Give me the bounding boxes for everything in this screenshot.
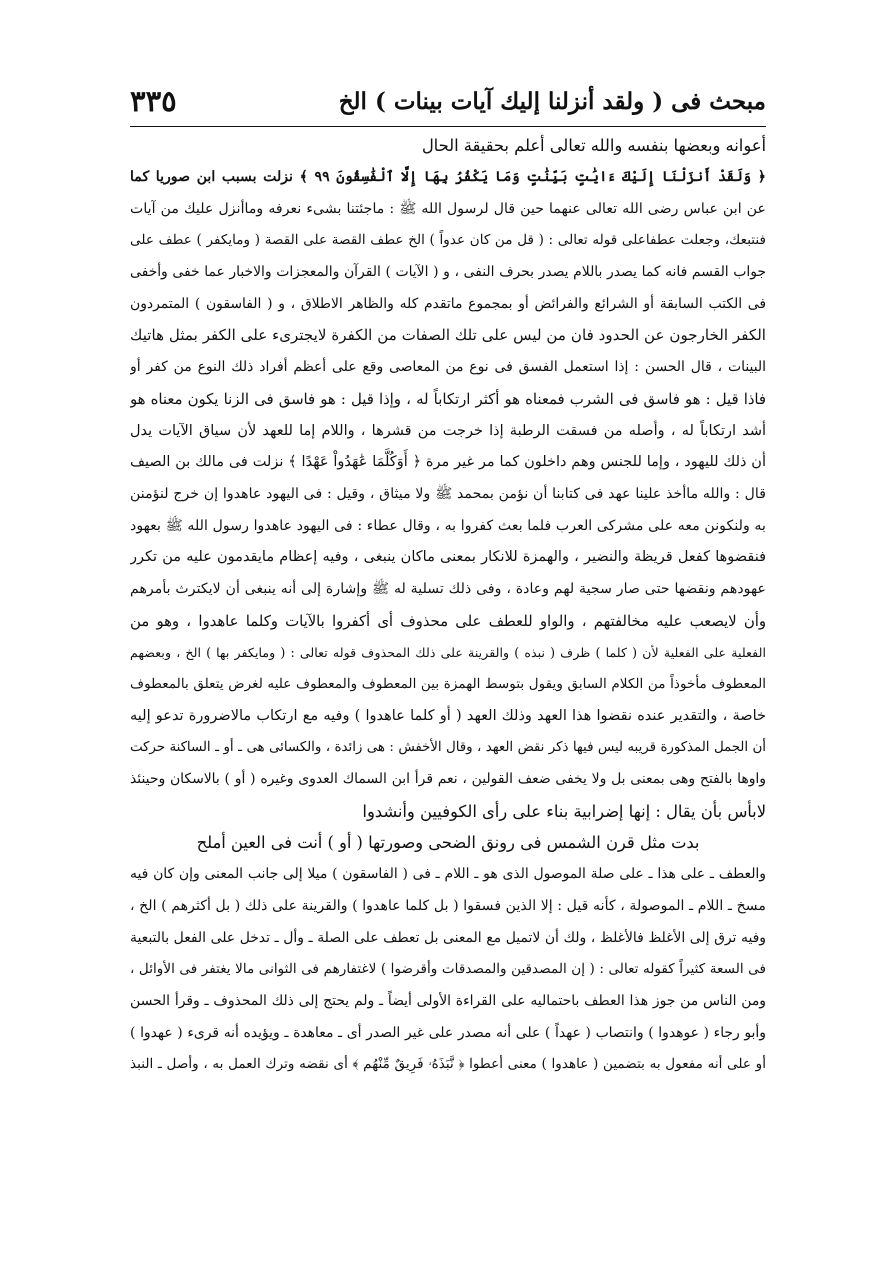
text-line: وأن لايصعب عليه مخالفتهم ، والواو للعطف على محذوف أى أكفروا بالآيات وكلما عاهدوا ، وهو من <box>130 612 766 630</box>
text-line: فى السعة كثيراً كقوله تعالى : ( إن المصدقين والمصدقات وأقرضوا ) لاغتفارهم فى الثوانى مالا يغتفر فى الأوائل ، <box>130 961 766 978</box>
text-line: فى الكتب السابقة أو الشرائع والفرائض أو بمجموع ماتقدم كله والظاهر الاطلاق ، و ( الفاسقون ) المتمردون <box>130 295 766 312</box>
text-line: الفعلية على الفعلية لأن ( كلما ) ظرف ( نبذه ) والقرينة على ذلك المحذوف قوله تعالى : ( ومايكفر بها ) الخ ، وبعضهم <box>130 645 766 661</box>
text-line: أشد ارتكاباً له ، وأصله من فسقت الرطبة إذا خرجت من قشرها ، واللام إما للعهد لأن سياق الآيات يدل <box>130 422 766 439</box>
running-title: مبحث فى ( ولقد أنزلنا إليك آيات بينات ) الخ <box>338 88 766 115</box>
text-line: عن ابن عباس رضى الله تعالى عنهما حين قال لرسول الله ﷺ : ماجئتنا بشىء نعرفه وماأنزل عليك من آيات <box>130 200 766 217</box>
text-line: المعطوف مأخوذاً من الكلام السابق ويقول بتوسط الهمزة بين المعطوف والمعطوف عليه لغرض يتعلق بالمعطوف <box>130 676 766 692</box>
text-line: مسخ ـ اللام ـ الموصولة ، كأنه قيل : إلا الذين فسقوا ( بل كلما عاهدوا ) والقرينة على ذلك ( بل أكثرهم ) الخ ، <box>130 897 766 914</box>
text-line: عهودهم ونقضها حتى صار سجية لهم وعادة ، وفى ذلك تسلية له ﷺ وإشارة إلى أنه ينبغى أن لايكترث بأمرهم <box>130 580 766 597</box>
text-line: فاذا قيل : هو فاسق فى الشرب فمعناه هو أكثر ارتكاباً له ، وإذا قيل : هو فاسق فى الزنا يكون معناه هو <box>130 390 766 408</box>
text-line: ومن الناس من جوز هذا العطف باحتماليه على القراءة الأولى أيضاً ـ ولم يحتج إلى ذلك المحذوف ـ وقرأ الحسن <box>130 992 766 1009</box>
text-line: وأبو رجاء ( عوهدوا ) وانتصاب ( عهداً ) على أنه مصدر على غير الصدر أى ـ معاهدة ـ ويؤيده أنه قرىء ( عهدوا ) <box>130 1024 766 1041</box>
text-line: البينات ، قال الحسن : إذا استعمل الفسق فى نوع من المعاصى وقع على أعظم أفراد ذلك النوع من كفر أو <box>130 359 766 376</box>
text-line: به ولنكونن معه على مشركى العرب فلما بعث كفروا به ، وقال عطاء : فى اليهود عاهدوا رسول الله ﷺ بعهود <box>130 517 766 534</box>
body-text <box>130 130 766 1081</box>
text-line: لابأس بأن يقال : إنها إضرابية بناء على رأى الكوفيين وأنشدوا <box>362 801 766 821</box>
page-number: ٣٣٥ <box>130 84 177 118</box>
text-line: فنتبعك، وجعلت عطفاعلى قوله تعالى : ( قل من كان عدواً ) الخ عطف القصة على القصة ( ومايكفر ) عطف على <box>130 232 766 249</box>
text-line: قال : والله ماأخذ علينا عهد فى كتابنا أن نؤمن بمحمد ﷺ ولا ميثاق ، وقيل : فى اليهود عاهدوا إن خرج لنؤمنن <box>130 485 766 502</box>
text-line-with-verse: أن ذلك لليهود ، وإما للجنس وهم داخلون كما مر غير مرة ﴿ أَوَكُلَّمَا عَٰهَدُواْ عَهْدًا ﴾ نزلت فى مالك بن الصيف <box>130 454 766 471</box>
text-line: واوها بالفتح وهى بمعنى بل ولا يخفى ضعف القولين ، نعم قرأ ابن السماك العدوى وغيره ( أو ) بالاسكان وحينئذ <box>130 771 766 788</box>
text-line: أعوانه وبعضها بنفسه والله تعالى أعلم بحقيقة الحال <box>421 136 766 155</box>
page-header <box>130 84 766 126</box>
text-line: جواب القسم فانه كما يصدر باللام يصدر بحرف النفى ، و ( الآيات ) القرآن والمعجزات والاخبار عما خفى وأخفى <box>130 264 766 281</box>
text-line: فنقضوها كفعل قريظة والنضير ، والهمزة للانكار بمعنى ماكان ينبغى ، وفيه إعظام مايقدمون عليه من تكرر <box>130 549 766 566</box>
poetry-verse: بدت مثل قرن الشمس فى رونق الضحى وصورتها ( أو ) أنت فى العين أملح <box>196 833 700 853</box>
text-line: وفيه ترق إلى الأغلظ فالأغلظ ، ولك أن لاتميل مع المعنى بل تعطف على الصلة ـ وأل ـ تدخل على الفعل بالتبعية <box>130 929 766 946</box>
text-line: خاصة ، والتقدير عنده نقضوا هذا العهد وذلك العهد ( أو كلما عاهدوا ) وفيه مع ارتكاب مالاضرورة تدعو إليه <box>130 707 766 724</box>
quran-verse-line: ﴿ وَلَقَدْ أَنزَلْنَا إِلَيْكَ ءَايَٰتٍ بَيِّنَٰتٍ وَمَا يَكْفُرُ بِهَا إِلَّا ٱلْفَٰسِقُونَ ٩٩ ﴾ نزلت بسبب ابن صوريا كما <box>130 168 766 185</box>
header-rule <box>130 126 766 127</box>
text-line: والعطف ـ على هذا ـ على صلة الموصول الذى هو ـ اللام ـ فى ( الفاسقون ) ميلا إلى جانب المعنى وإن كان فيه <box>130 866 766 883</box>
text-line-with-verse: أو على أنه مفعول به بتضمين ( عاهدوا ) معنى أعطوا ﴿ نَّبَذَهُۥ فَرِيقٌ مِّنْهُم ﴾ أى نقضه وترك العمل به ، وأصل ـ النبذ <box>130 1056 766 1073</box>
text-line: الكفر الخارجون عن الحدود فان من ليس على تلك الصفات من الكفرة لايجترىء على الكفر بمثل هاتيك <box>130 326 766 345</box>
text-line: أن الجمل المذكورة قريبه ليس فيها ذكر نقض العهد ، وقال الأخفش : هى زائدة ، والكسائى هى ـ أو ـ الساكنة حركت <box>130 740 766 756</box>
